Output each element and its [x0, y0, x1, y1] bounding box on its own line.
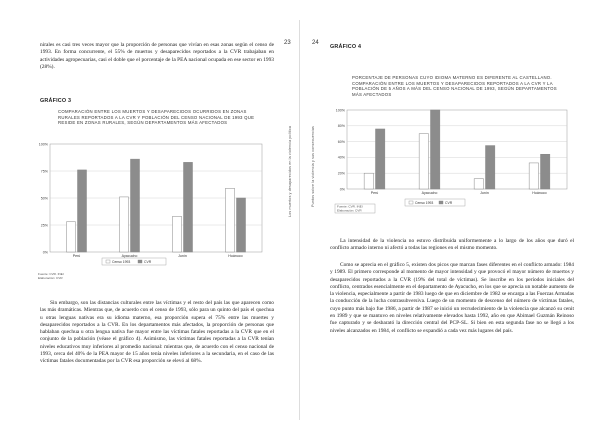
- bar-censo: [529, 163, 538, 189]
- y-tick-label: 100%: [335, 108, 345, 113]
- legend-swatch: [106, 260, 110, 263]
- bar-censo: [474, 179, 483, 189]
- legend-label: CVR: [445, 200, 453, 205]
- category-label: Perú: [72, 254, 81, 258]
- y-tick-label: 40%: [337, 155, 345, 160]
- y-tick-label: 0%: [42, 250, 48, 255]
- category-label: Junín: [480, 191, 489, 195]
- legend-swatch: [138, 260, 142, 263]
- category-label: Ayacucho: [421, 191, 438, 195]
- bar-censo: [119, 197, 128, 252]
- legend-box: [405, 199, 465, 206]
- page-number-left: 23: [284, 40, 291, 46]
- legend-label: Censo 1993: [112, 259, 131, 264]
- paragraph-top: nirales es casi tres veces mayor que la proporción de personas que vivían en esas zonas según el censo de 1993. En forma concurrente, el 55% de muertos y desaparecidos reportados a la CVR trabajaban en actividades agropecuarias, casi el doble que el porcentaje de la PEA nacional ocupada en ese sector en 1993 (28%).: [40, 42, 274, 70]
- category-label: Perú: [370, 191, 379, 195]
- legend-label: CVR: [144, 259, 152, 264]
- paragraph-2: Como se aprecia en el gráfico 5, existen dos picos que marcan fases diferentes en el conflicto armado: 1984 y 1989. El primero corresponde al momento de mayor intensidad y que provocó el mayor número de muertos y desaparecidos reportados a la CVR (19% del total de víctimas). Se inscribe en los períodos iniciales del conflicto, centrados esencialmente en el departamento de Ayacucho, en los que se aprecia un notable aumento de la violencia, especialmente a partir de 1983 luego de que en diciembre de 1982 se encarga a las Fuerzas Armadas la conducción de la lucha contrasubversiva. Luego de un momento de descenso del número de víctimas fatales, cuyo punto más bajo fue 1986, a partir de 1987 se inició un recrudecimiento de la violencia que alcanzó su cenit en 1989 y que se mantuvo en niveles relativamente elevados hasta 1992, año en que Abimael Guzmán Reinoso fue capturado y se desbarató la dirección central del PCP-SL. Si bien en esta segunda fase no se llegó a los niveles alcanzados en 1984, el conflicto se expandió a cada vez más lugares del país.: [330, 262, 574, 334]
- paragraph-bottom: Sin embargo, son las distancias culturales entre las víctimas y el resto del país las que aparecen como las más dramáticas. Mientras que, de acuerdo con el censo de 1993, sólo para un quinto del país el quechua u otras lenguas nativas era su idioma materno, esa proporción supera el 75% entre las muertes y desaparecidos reportados a la CVR. En los departamentos más afectados, la proporción de personas que hablaban quechua u otra lengua nativa fue mayor entre las víctimas fatales reportadas a la CVR que en el conjunto de la población (véase el gráfico 4). Asimismo, las víctimas fatales reportadas a la CVR tenían niveles educativos muy inferiores al promedio nacional: mientras que, de acuerdo con el censo nacional de 1993, cerca del 40% de la PEA mayor de 15 años tenía niveles inferiores a la secundaria, en el caso de las víctimas fatales documentadas por la CVR esa proporción se elevó al 68%.: [40, 300, 274, 365]
- bar-censo: [66, 222, 75, 252]
- legend-swatch: [409, 201, 413, 204]
- bar-censo: [225, 188, 234, 252]
- figure-4-title: GRÁFICO 4: [330, 44, 362, 50]
- bar-cvr: [184, 162, 193, 252]
- source-note: Fuente: CVR. INEI: [337, 204, 363, 209]
- category-label: Ayacucho: [121, 254, 138, 258]
- bar-censo: [364, 173, 373, 189]
- right-page: [300, 0, 600, 431]
- bar-cvr: [376, 129, 385, 189]
- y-tick-label: 20%: [337, 171, 345, 176]
- figure-3-caption: COMPARACIÓN ENTRE LOS MUERTOS Y DESAPARECIDOS OCURRIDOS EN ZONAS RURALES REPORTADOS A LA CVR Y POBLACIÓN DEL CENSO NACIONAL DE 1993 QUE RESIDE EN ZONAS RURALES, SEGÚN DEPARTAMENTOS MÁS AFECTADOS: [58, 109, 255, 126]
- legend-swatch: [439, 201, 443, 204]
- y-tick-label: 0%: [339, 187, 345, 192]
- bar-cvr: [131, 159, 140, 252]
- bar-cvr: [431, 110, 440, 189]
- category-label: Junín: [178, 254, 187, 258]
- y-tick-label: 75%: [40, 169, 48, 174]
- y-tick-label: 50%: [40, 196, 48, 201]
- figure-3-title: GRÁFICO 3: [40, 98, 72, 104]
- figure-4-caption: PORCENTAJE DE PERSONAS CUYO IDIOMA MATERNO ES DIFERENTE AL CASTELLANO. COMPARACIÓN ENTRE LOS MUERTOS Y DESAPARECIDOS REPORTADOS A LA CVR Y LA POBLACIÓN DE 5 AÑOS A MÁS DEL CENSO NACIONAL DE 1993, SEGÚN DEPARTAMENTOS MÁS AFECTADOS: [352, 75, 557, 98]
- source-note: Elaboración: CVR: [337, 208, 362, 213]
- source-note: Fuente: CVR. INEI: [38, 272, 64, 276]
- bar-cvr: [78, 170, 87, 252]
- y-tick-label: 25%: [40, 223, 48, 228]
- y-tick-label: 60%: [337, 139, 345, 144]
- paragraph-1: La intensidad de la violencia no estuvo distribuida uniformemente a lo largo de los años que duró el conflicto armado interno ni afectó a todas las regiones en el mismo momento.: [330, 238, 574, 252]
- running-head-right: Puntos sobre la violencia y sus consecuencias: [311, 126, 315, 207]
- page-number-right: 24: [312, 40, 319, 46]
- y-tick-label: 100%: [38, 142, 48, 147]
- bar-cvr: [237, 198, 246, 252]
- category-label: Huánuco: [532, 191, 547, 195]
- legend-label: Censo 1993: [415, 200, 434, 205]
- running-head-left: Los muertos y desaparecidos en la violencia política: [288, 126, 292, 217]
- bar-cvr: [541, 154, 550, 189]
- bar-censo: [172, 216, 181, 252]
- y-tick-label: 80%: [337, 124, 345, 129]
- category-label: Huánuco: [228, 254, 243, 258]
- bar-cvr: [486, 146, 495, 189]
- figure-3-chart: [36, 140, 268, 290]
- figure-4-chart: [333, 108, 573, 216]
- bar-censo: [419, 134, 428, 189]
- source-note: Elaboración: CVR: [38, 276, 63, 281]
